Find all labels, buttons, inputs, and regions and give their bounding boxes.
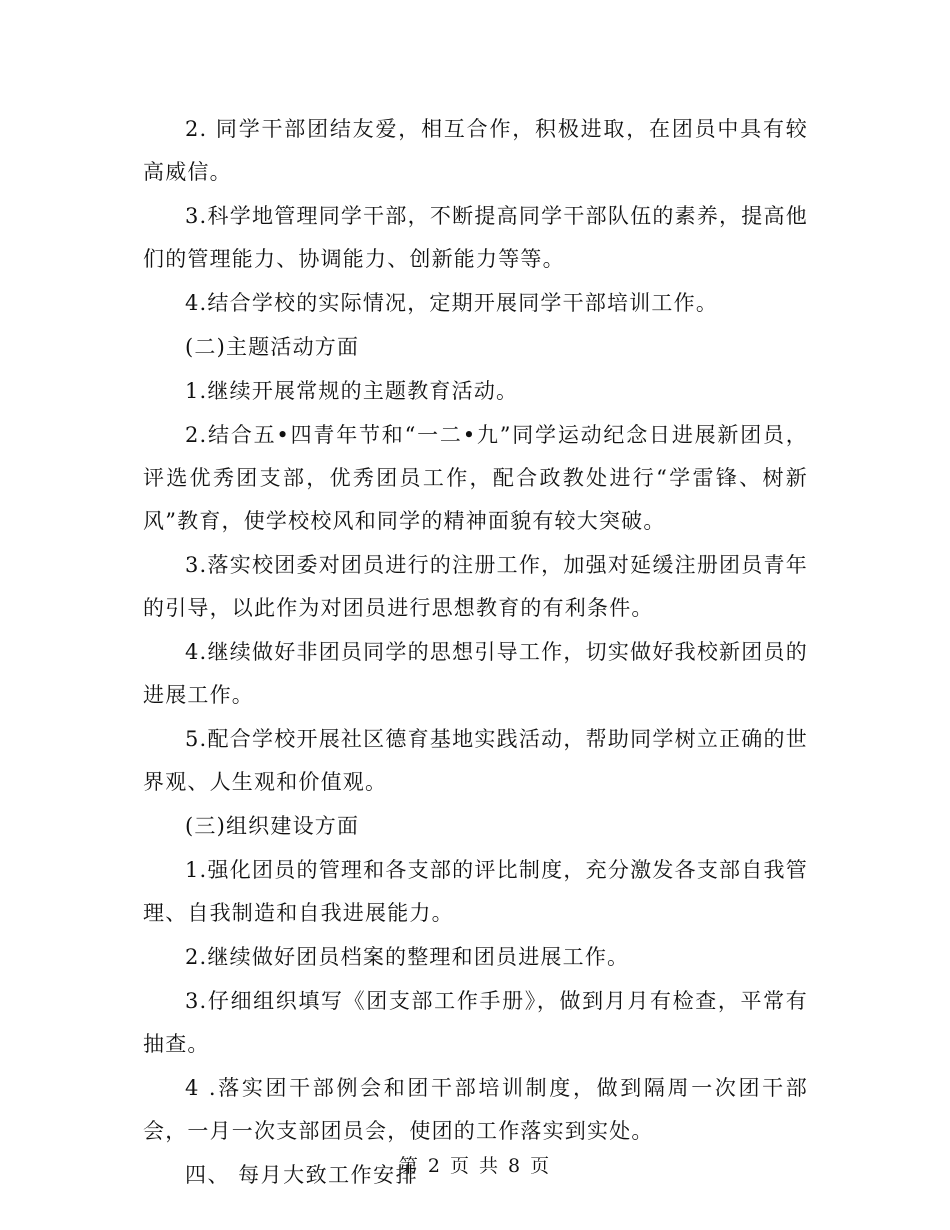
- paragraph-non-member-guidance: 4.继续做好非团员同学的思想引导工作，切实做好我校新团员的进展工作。: [143, 640, 808, 707]
- paragraph-leader-training: 4.结合学校的实际情况，定期开展同学干部培训工作。: [185, 291, 719, 315]
- section-heading-monthly-plan: 四、 每月大致工作安排: [185, 1163, 419, 1187]
- paragraph-leader-management: 3.科学地管理同学干部，不断提高同学干部队伍的素养，提高他们的管理能力、协调能力、创新能力等等。: [143, 204, 808, 271]
- paragraph-leader-unity: 2. 同学干部团结友爱，相互合作，积极进取，在团员中具有较高威信。: [143, 117, 808, 184]
- paragraph-theme-education: 1.继续开展常规的主题教育活动。: [185, 379, 519, 403]
- paragraph-registration: 3.落实校团委对团员进行的注册工作，加强对延缓注册团员青年的引导，以此作为对团员进行思想教育的有利条件。: [143, 553, 808, 620]
- paragraph-work-manual: 3.仔细组织填写《团支部工作手册》，做到月月有检查，平常有抽查。: [143, 989, 808, 1056]
- section-heading-theme-activities: (二)主题活动方面: [185, 335, 360, 359]
- section-heading-organization: (三)组织建设方面: [185, 814, 360, 838]
- page-number-footer: 第 2 页 共 8 页: [398, 1155, 552, 1177]
- paragraph-member-archives: 2.继续做好团员档案的整理和团员进展工作。: [185, 945, 630, 969]
- paragraph-youth-day: 2.结合五•四青年节和“一二•九”同学运动纪念日进展新团员，评选优秀团支部，优秀团员工作，配合政教处进行“学雷锋、树新风”教育，使学校校风和同学的精神面貌有较大突破。: [143, 423, 808, 533]
- document-body: [143, 108, 808, 1198]
- paragraph-evaluation-system: 1.强化团员的管理和各支部的评比制度，充分激发各支部自我管理、自我制造和自我进展能力。: [143, 858, 808, 925]
- paragraph-community-practice: 5.配合学校开展社区德育基地实践活动，帮助同学树立正确的世界观、人生观和价值观。: [143, 727, 808, 794]
- paragraph-cadre-meetings: 4 .落实团干部例会和团干部培训制度，做到隔周一次团干部会，一月一次支部团员会，使团的工作落实到实处。: [143, 1076, 808, 1143]
